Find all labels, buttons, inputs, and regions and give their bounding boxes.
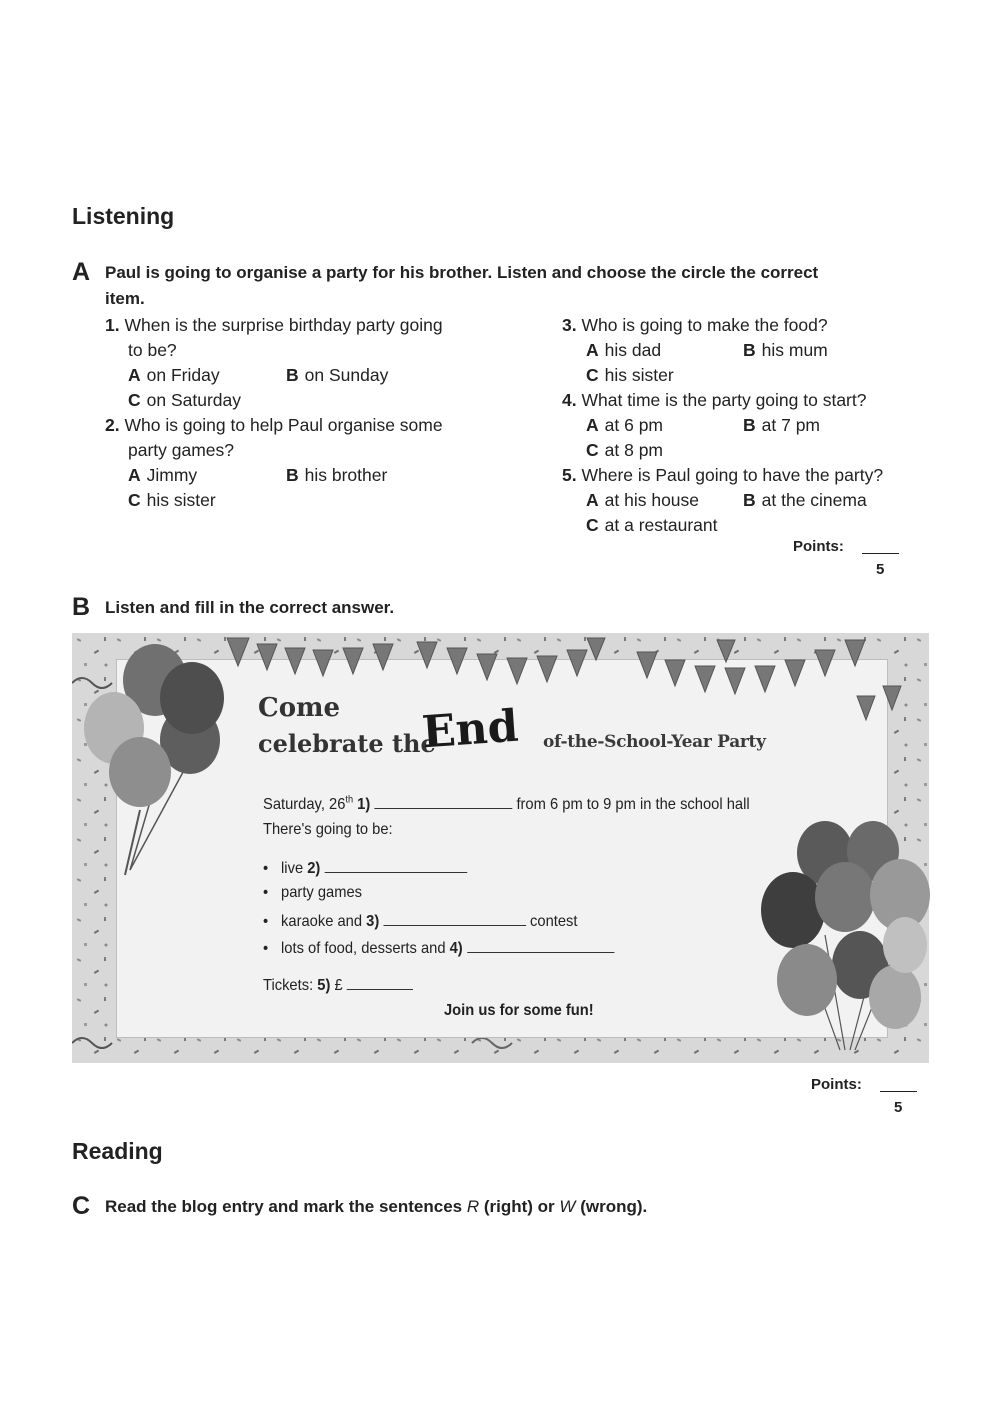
option-2b[interactable]: B his brother bbox=[286, 465, 388, 485]
balloons-left-decoration bbox=[80, 640, 240, 880]
option-4a[interactable]: A at 6 pm bbox=[586, 415, 664, 435]
option-3c[interactable]: C his sister bbox=[586, 365, 674, 385]
question-text: What time is the party going to start? bbox=[581, 390, 867, 410]
option-1c[interactable]: C on Saturday bbox=[128, 390, 242, 410]
flyer-title-come: Come bbox=[258, 693, 341, 723]
question-4 bbox=[562, 388, 962, 463]
points-blank[interactable] bbox=[862, 553, 899, 554]
points-total: 5 bbox=[876, 561, 885, 578]
option-3b[interactable]: B his mum bbox=[743, 340, 828, 360]
answer-blank-2[interactable] bbox=[324, 858, 467, 873]
section-title-listening: Listening bbox=[72, 203, 175, 229]
option-4c[interactable]: C at 8 pm bbox=[586, 440, 664, 460]
bullet-icon: • bbox=[263, 884, 269, 901]
question-text: Who is going to help Paul organise some bbox=[124, 415, 443, 435]
flyer-going-to-be: There's going to be: bbox=[263, 821, 393, 838]
bullet-icon: • bbox=[263, 860, 269, 877]
flyer-tickets: Tickets: 5) £ bbox=[263, 975, 413, 995]
exercise-letter-b: B bbox=[72, 593, 91, 621]
flyer-title-celebrate: celebrate the bbox=[258, 729, 436, 758]
flyer-bullet-games: • party games bbox=[263, 884, 363, 901]
blank-number: 1) bbox=[357, 796, 371, 813]
exercise-a-instruction bbox=[105, 260, 925, 312]
question-5 bbox=[562, 463, 962, 538]
flyer-bullet-karaoke: • karaoke and 3) contest bbox=[263, 913, 578, 930]
option-1a[interactable]: A on Friday bbox=[128, 365, 220, 385]
question-number: 4. bbox=[562, 390, 577, 410]
blank-number: 4) bbox=[449, 940, 463, 957]
question-3 bbox=[562, 313, 962, 388]
option-2c[interactable]: C his sister bbox=[128, 490, 216, 510]
section-title-reading: Reading bbox=[72, 1138, 163, 1164]
option-1b[interactable]: B on Sunday bbox=[286, 365, 389, 385]
option-5b[interactable]: B at the cinema bbox=[743, 490, 867, 510]
answer-blank-4[interactable] bbox=[467, 938, 614, 953]
question-number: 3. bbox=[562, 315, 577, 335]
flyer-title-end: End bbox=[420, 700, 520, 759]
question-number: 1. bbox=[105, 315, 120, 335]
blank-number: 5) bbox=[317, 977, 331, 994]
points-blank[interactable] bbox=[880, 1091, 917, 1092]
balloons-right-decoration bbox=[755, 815, 930, 1055]
flyer-date-line: Saturday, 26th 1) from 6 pm to 9 pm in the school hall bbox=[263, 794, 750, 813]
question-text: to be? bbox=[128, 340, 177, 360]
option-2a[interactable]: A Jimmy bbox=[128, 465, 198, 485]
answer-blank-1[interactable] bbox=[374, 794, 512, 809]
question-number: 5. bbox=[562, 465, 577, 485]
option-5a[interactable]: A at his house bbox=[586, 490, 700, 510]
bullet-icon: • bbox=[263, 940, 269, 957]
blank-number: 2) bbox=[307, 860, 321, 877]
bullet-icon: • bbox=[263, 913, 269, 930]
instruction-line: Paul is going to organise a party for his brother. Listen and choose the circle the correct bbox=[105, 263, 819, 282]
points-total: 5 bbox=[894, 1099, 903, 1116]
flyer-bullet-food: • lots of food, desserts and 4) bbox=[263, 938, 614, 958]
flyer-bullet-live: • live 2) bbox=[263, 858, 467, 878]
exercise-c-instruction: Read the blog entry and mark the sentences R (right) or W (wrong). bbox=[105, 1197, 648, 1216]
flyer-title-rest: of-the-School-Year Party bbox=[543, 732, 766, 752]
question-2 bbox=[105, 413, 505, 513]
question-text: Where is Paul going to have the party? bbox=[581, 465, 884, 485]
blank-number: 3) bbox=[366, 913, 380, 930]
question-text: party games? bbox=[128, 440, 235, 460]
instruction-line: item. bbox=[105, 289, 145, 308]
exercise-b-instruction: Listen and fill in the correct answer. bbox=[105, 598, 395, 617]
points-label: Points: bbox=[793, 538, 844, 555]
option-3a[interactable]: A his dad bbox=[586, 340, 662, 360]
answer-blank-5[interactable] bbox=[347, 975, 413, 990]
question-1 bbox=[105, 313, 505, 413]
question-text: Who is going to make the food? bbox=[581, 315, 828, 335]
points-label: Points: bbox=[811, 1076, 862, 1093]
option-5c[interactable]: C at a restaurant bbox=[586, 515, 718, 535]
exercise-letter-a: A bbox=[72, 258, 91, 286]
exercise-letter-c: C bbox=[72, 1192, 91, 1220]
question-text: When is the surprise birthday party going bbox=[124, 315, 443, 335]
option-4b[interactable]: B at 7 pm bbox=[743, 415, 821, 435]
flyer-join-text: Join us for some fun! bbox=[444, 1002, 594, 1019]
question-number: 2. bbox=[105, 415, 120, 435]
answer-blank-3[interactable] bbox=[383, 911, 526, 926]
